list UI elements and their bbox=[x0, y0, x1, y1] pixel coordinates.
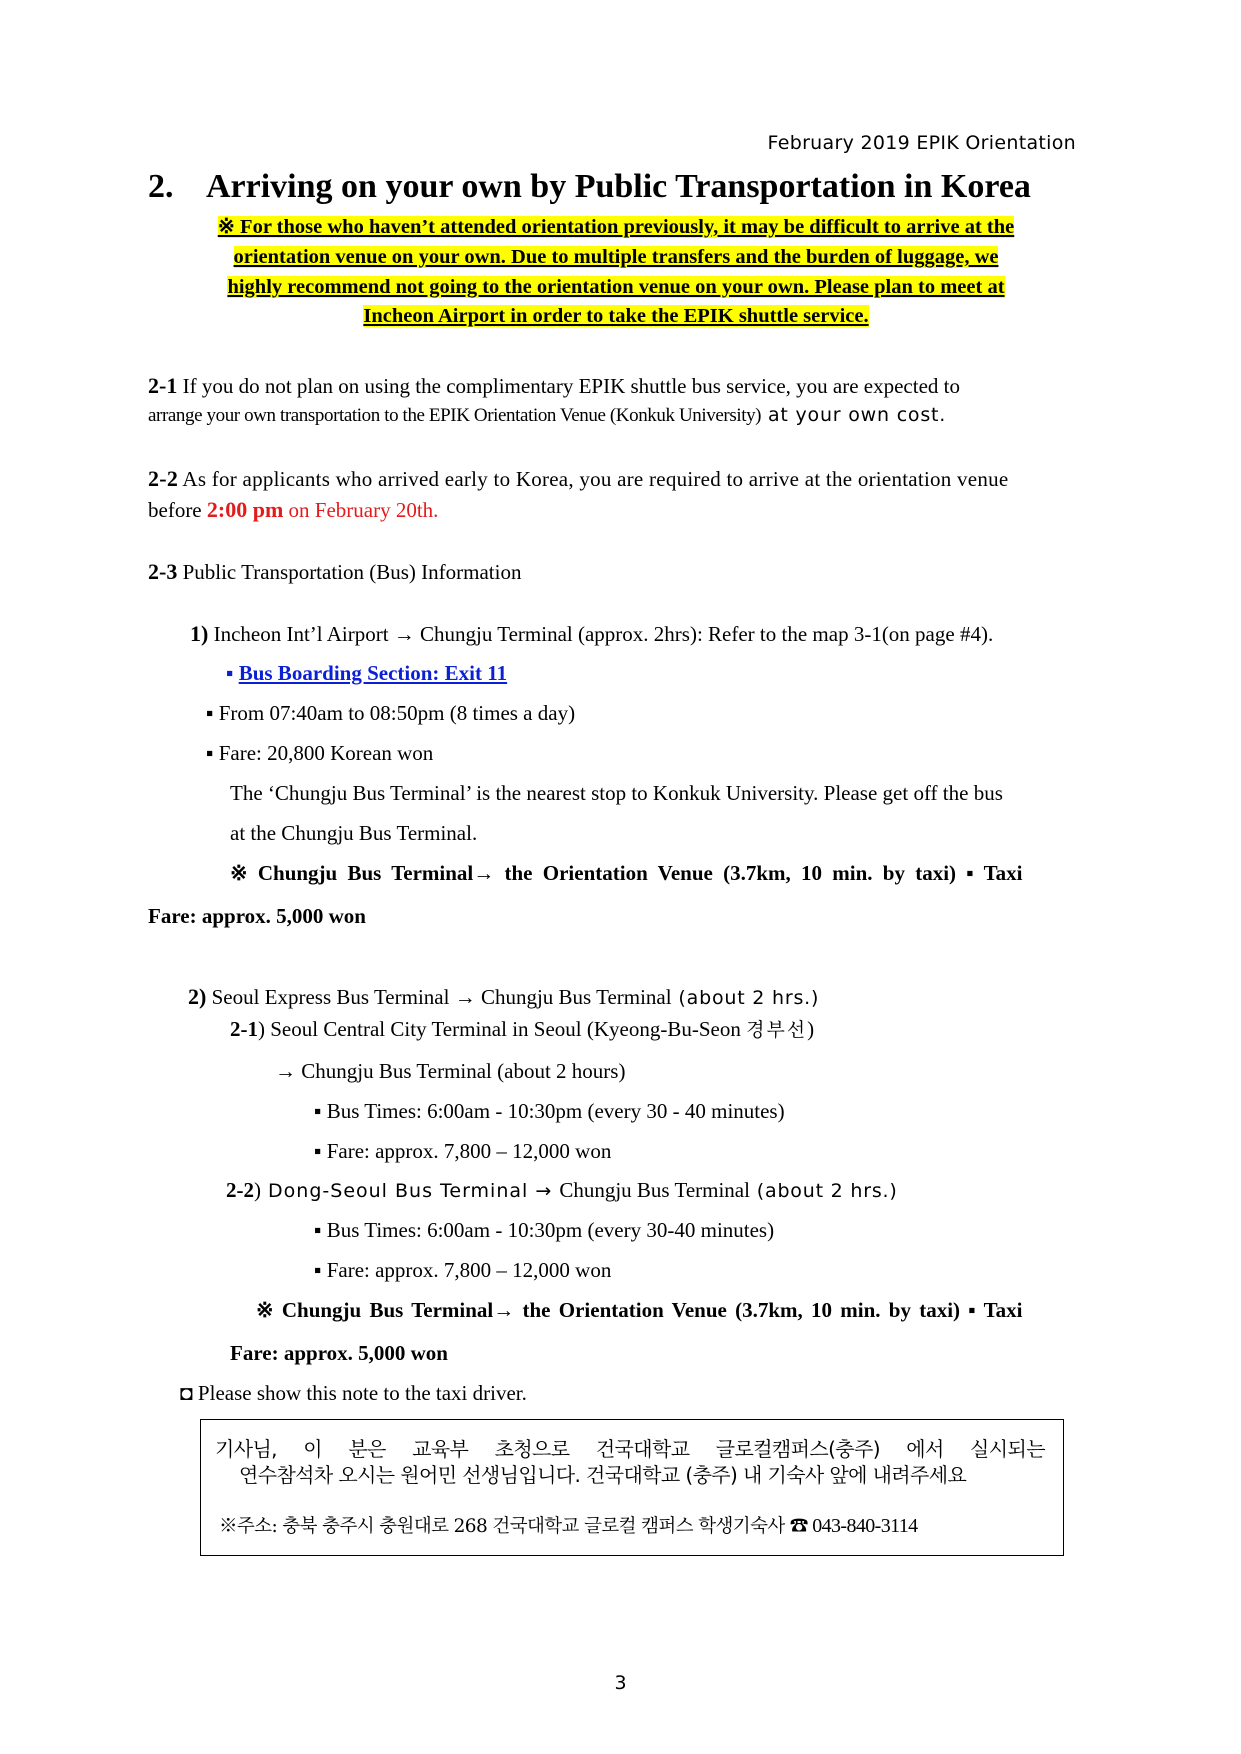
warning-line-4: Incheon Airport in order to take the EPIK shuttle service. bbox=[363, 305, 869, 327]
route-1-taxi-line-2: Fare: approx. 5,000 won bbox=[148, 904, 366, 928]
page-number: 3 bbox=[614, 1672, 627, 1694]
para-2-2-label: 2-2 bbox=[148, 466, 179, 491]
taxi-note-address: ※주소: 충북 충주시 충원대로 268 건국대학교 글로컬 캠퍼스 학생기숙사 ☎ 043-840-3114 bbox=[219, 1515, 918, 1537]
route-2-2-times: ▪ Bus Times: 6:00am - 10:30pm (every 30-40 minutes) bbox=[314, 1218, 775, 1242]
route-2-taxi-line-1: ※ Chungju Bus Terminal→ the Orientation Venue (3.7km, 10 min. by taxi) ▪ Taxi bbox=[256, 1298, 1023, 1322]
route-1-note-1: The ‘Chungju Bus Terminal’ is the nearest stop to Konkuk University. Please get off the bus bbox=[230, 781, 1003, 805]
route-1-note-2: at the Chungju Bus Terminal. bbox=[230, 821, 478, 845]
taxi-note-korean-line-2: 연수참석차 오시는 원어민 선생님입니다. 건국대학교 (충주) 내 기숙사 앞에 내려주세요 bbox=[239, 1463, 967, 1487]
route-2-number: 2) bbox=[188, 984, 207, 1009]
route-1-taxi-line-1: ※ Chungju Bus Terminal→ the Orientation Venue (3.7km, 10 min. by taxi) ▪ Taxi bbox=[230, 861, 1023, 885]
route-1-fare: ▪ Fare: 20,800 Korean won bbox=[206, 741, 434, 765]
bus-boarding-link[interactable]: Bus Boarding Section: Exit 11 bbox=[238, 661, 508, 685]
route-2-1-title: 2-1) Seoul Central City Terminal in Seoul (Kyeong-Bu-Seon 경부선) bbox=[230, 1017, 815, 1041]
route-2-taxi-line-2: Fare: approx. 5,000 won bbox=[230, 1341, 448, 1365]
warning-line-2: orientation venue on your own. Due to multiple transfers and the burden of luggage, we bbox=[233, 246, 999, 268]
warning-line-1: ※ For those who haven’t attended orientation previously, it may be difficult to arrive at the bbox=[217, 216, 1015, 238]
arrival-time: 2:00 pm bbox=[206, 497, 284, 522]
warning-line-3: highly recommend not going to the orientation venue on your own. Please plan to meet at bbox=[227, 276, 1005, 298]
para-2-2-line-1: 2-2 As for applicants who arrived early to Korea, you are required to arrive at the orientation venue bbox=[148, 466, 1009, 491]
route-2-title: 2) Seoul Express Bus Terminal → Chungju Bus Terminal (about 2 hrs.) bbox=[188, 984, 820, 1009]
para-2-3: 2-3 Public Transportation (Bus) Information bbox=[148, 559, 522, 584]
phone-icon: ☎ bbox=[789, 1516, 808, 1537]
taxi-note-box bbox=[200, 1419, 1064, 1556]
para-2-1-line-1: 2-1 If you do not plan on using the complimentary EPIK shuttle bus service, you are expected to bbox=[148, 373, 960, 398]
route-2-2-title: 2-2) Dong-Seoul Bus Terminal → Chungju Bus Terminal (about 2 hrs.) bbox=[226, 1178, 898, 1202]
route-2-1-fare: ▪ Fare: approx. 7,800 – 12,000 won bbox=[314, 1139, 612, 1163]
route-2-1-label: 2-1 bbox=[230, 1017, 258, 1041]
section-number: 2. bbox=[148, 168, 174, 205]
arrival-date: on February 20th. bbox=[283, 498, 439, 522]
route-2-1-arrow: → Chungju Bus Terminal (about 2 hours) bbox=[275, 1059, 626, 1083]
taxi-note-intro: ◘ Please show this note to the taxi driver. bbox=[180, 1381, 527, 1405]
route-1-times: ▪ From 07:40am to 08:50pm (8 times a day) bbox=[206, 701, 576, 725]
para-2-3-label: 2-3 bbox=[148, 559, 178, 584]
para-2-2-line-2: before 2:00 pm on February 20th. bbox=[148, 497, 439, 522]
section-title bbox=[148, 168, 1031, 206]
section-title-text: Arriving on your own by Public Transportation in Korea bbox=[206, 168, 1031, 205]
route-1-title: 1) Incheon Int’l Airport → Chungju Terminal (approx. 2hrs): Refer to the map 3-1(on page #4). bbox=[190, 621, 994, 646]
route-1-number: 1) bbox=[190, 621, 209, 646]
para-2-1-label: 2-1 bbox=[148, 373, 178, 398]
route-1-boarding bbox=[226, 661, 507, 686]
route-2-2-fare: ▪ Fare: approx. 7,800 – 12,000 won bbox=[314, 1258, 612, 1282]
route-2-1-times: ▪ Bus Times: 6:00am - 10:30pm (every 30 - 40 minutes) bbox=[314, 1099, 785, 1123]
boarding-bullet: ▪ bbox=[226, 661, 239, 685]
para-2-1-line-2: arrange your own transportation to the EPIK Orientation Venue (Konkuk University) at your own cost. bbox=[148, 404, 947, 426]
document-header: February 2019 EPIK Orientation bbox=[767, 132, 1076, 154]
taxi-note-korean-line-1: 기사님, 이 분은 교육부 초청으로 건국대학교 글로컬캠퍼스(충주) 에서 실시되는 bbox=[215, 1437, 1045, 1461]
phone-number: 043-840-3114 bbox=[807, 1515, 918, 1537]
route-2-2-label: 2-2 bbox=[226, 1178, 254, 1202]
